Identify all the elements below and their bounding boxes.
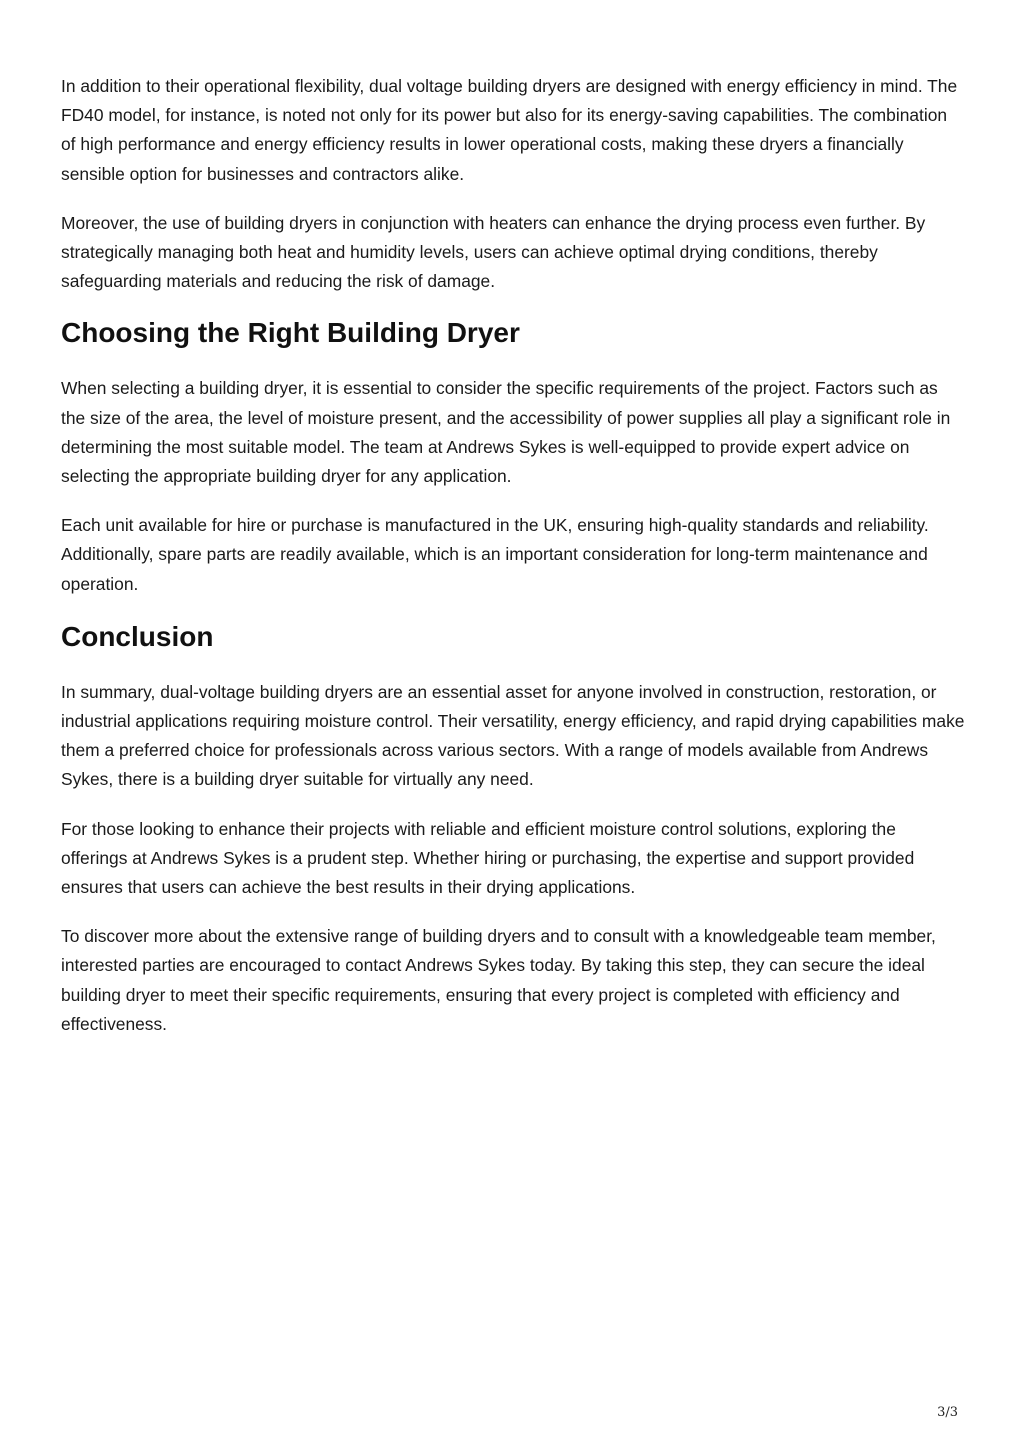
- page-number: 3/3: [937, 1405, 958, 1420]
- document-page: [61, 72, 966, 1059]
- choosing-paragraph-requirements: When selecting a building dryer, it is essential to consider the specific requirements of the project. Factors such as the size of the area, the level of moisture present, and the accessibility of power supplies all play a significant role in determining the most suitable model. The team at Andrews Sykes is well-equipped to provide expert advice on selecting the appropriate building dryer for any application.: [61, 378, 951, 487]
- conclusion-paragraph-offerings: For those looking to enhance their projects with reliable and efficient moisture control solutions, exploring the offerings at Andrews Sykes is a prudent step. Whether hiring or purchasing, the expertise and support provided ensures that users can achieve the best results in their drying applications.: [61, 818, 915, 898]
- choosing-paragraph-uk-manufactured: Each unit available for hire or purchase is manufactured in the UK, ensuring high-quality standards and reliability. Additionally, spare parts are readily available, which is an important consideration for long-term maintenance and operation.: [61, 515, 929, 594]
- section-heading-choosing: Choosing the Right Building Dryer: [61, 317, 520, 349]
- section-heading-conclusion: Conclusion: [61, 620, 214, 652]
- conclusion-paragraph-summary: In summary, dual-voltage building dryers are an essential asset for anyone involved in construction, restoration, or industrial applications requiring moisture control. Their versatility, energy efficiency, and rapid drying capabilities make them a preferred choice for professionals across various sectors. With a range of models available from Andrews Sykes, there is a building dryer suitable for virtually any need.: [61, 681, 965, 790]
- intro-paragraph-heaters: Moreover, the use of building dryers in conjunction with heaters can enhance the drying process even further. By strategically managing both heat and humidity levels, users can achieve optimal drying conditions, thereby safeguarding materials and reducing the risk of damage.: [61, 212, 926, 292]
- conclusion-paragraph-contact: To discover more about the extensive range of building dryers and to consult with a knowledgeable team member, interested parties are encouraged to contact Andrews Sykes today. By taking this step, they can secure the ideal building dryer to meet their specific requirements, ensuring that every project is completed with efficiency and effectiveness.: [61, 926, 936, 1034]
- intro-paragraph-energy-efficiency: In addition to their operational flexibility, dual voltage building dryers are designed with energy efficiency in mind. The FD40 model, for instance, is noted not only for its power but also for its energy-saving capabilities. The combination of high performance and energy efficiency results in lower operational costs, making these dryers a financially sensible option for businesses and contractors alike.: [61, 76, 958, 184]
